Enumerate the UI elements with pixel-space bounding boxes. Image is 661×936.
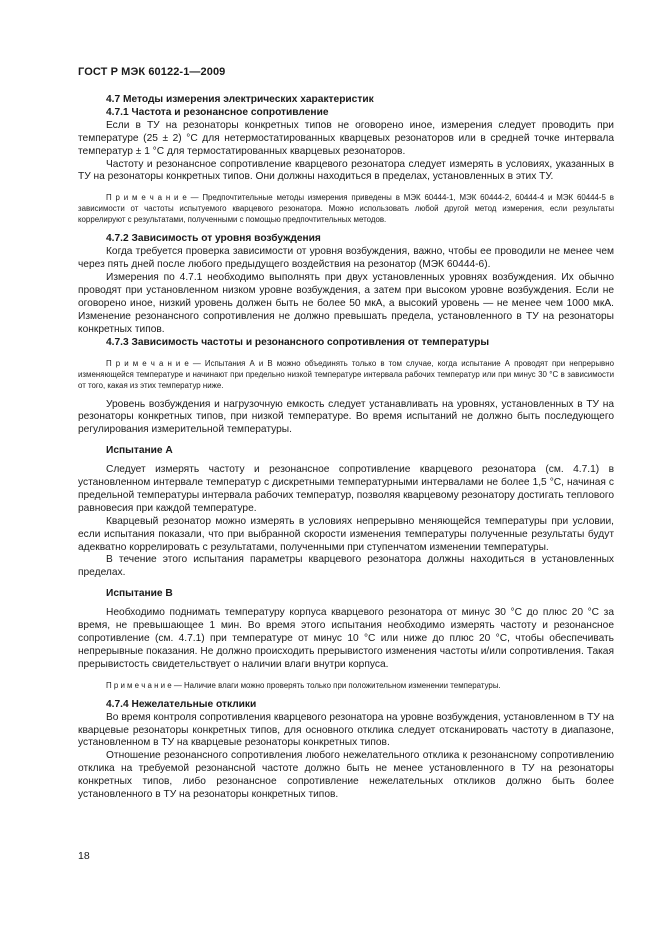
section-heading-4-7-3: 4.7.3 Зависимость частоты и резонансного сопротивления от температуры [106,336,490,348]
paragraph: Необходимо поднимать температуру корпуса кварцевого резонатора от минус 30 °С до плюс 20 °С за время, не превышающее 1 мин. Во время этого испытания необходимо измерять частоту и резонансное сопротивление (см. 4.7.1) при температуре от минус 10 °С или ниже до плюс 20 °С, чтобы обеспечивать непрерывные показания. Не должно происходить прерывистого изменения частоты и/или сопротивления. Такая прерывистость свидетельствует о наличии влаги внутри корпуса. [78,607,614,670]
paragraph: В течение этого испытания параметры кварцевого резонатора должны находиться в установленных пределах. [78,554,614,579]
page-number: 18 [78,850,90,862]
note: П р и м е ч а н и е — Предпочтительные методы измерения приведены в МЭК 60444-1, МЭК 60444-2, 60444-4 и МЭК 60444-5 в зависимости от частоты испытуемого кварцевого резонатора. Можно использовать любой другой метод измерения, если результаты коррелируют с результатами, полученными с помощью предпочтительных методов. [78,193,614,225]
paragraph: Частоту и резонансное сопротивление кварцевого резонатора следует измерять в условиях, указанных в ТУ на резонаторы конкретных типов. Они должны находиться в пределах, установленных в этих ТУ. [78,158,614,183]
paragraph: Если в ТУ на резонаторы конкретных типов не оговорено иное, измерения следует проводить при температуре (25 ± 2) °С для нетермостатированных кварцевых резонаторов или в средней точке интервала температур ± 1 °С для термостатированных кварцевых резонаторов. [78,119,614,157]
note: П р и м е ч а н и е — Наличие влаги можно проверять только при положительном изменении температуры. [106,680,501,690]
paragraph: Уровень возбуждения и нагрузочную емкость следует устанавливать на уровнях, установленных в ТУ на резонаторы конкретных типов, при низкой температуре. Во время испытаний не должно быть последующего регулирования измерительной температуры. [78,398,614,436]
paragraph: Кварцевый резонатор можно измерять в условиях непрерывно меняющейся температуры при условии, если испытания показали, что при выбранной скорости изменения температуры полученные результаты будут адекватно коррелировать с результатами, полученными при ступенчатом изменении температуры. [78,515,614,553]
section-heading-4-7-4: 4.7.4 Нежелательные отклики [106,698,257,710]
test-a-heading: Испытание А [106,445,173,457]
document-body [78,94,614,802]
document-header: ГОСТ Р МЭК 60122-1—2009 [78,66,226,78]
paragraph: Измерения по 4.7.1 необходимо выполнять при двух установленных уровнях возбуждения. Их обычно проводят при установленном низком уровне возбуждения, а затем при высоком уровне возбуждения. Если не оговорено иное, низкий уровень должен быть не более 50 мкА, а высокий уровень — не менее чем 1000 мкА. Изменение резонансного сопротивления не должно превышать предела, установленного в ТУ на резонаторы конкретных типов. [78,272,614,335]
paragraph: Следует измерять частоту и резонансное сопротивление кварцевого резонатора (см. 4.7.1) в установленном интервале температур с дискретными температурными интервалами не более 1,5 °С, начиная с предельной температуры интервала рабочих температур, позволяя кварцевому резонатору достигать теплового равновесия при каждой температуре. [78,464,615,514]
test-b-heading: Испытание В [106,588,173,600]
paragraph: Во время контроля сопротивления кварцевого резонатора на уровне возбуждения, установленном в ТУ на кварцевые резонаторы конкретных типов, для основного отклика следует отсканировать частоту в диапазоне, установленном в ТУ на кварцевые резонаторы конкретных типов. [78,711,614,749]
paragraph: Когда требуется проверка зависимости от уровня возбуждения, важно, чтобы ее проводили не менее чем через пять дней после любого предыдущего воздействия на резонатор (МЭК 60444-6). [78,246,614,271]
section-heading-4-7-1: 4.7.1 Частота и резонансное сопротивление [106,106,329,118]
paragraph: Отношение резонансного сопротивления любого нежелательного отклика к резонансному сопротивлению отклика на требуемой резонансной частоте должно быть не менее установленного в ТУ на резонаторы конкретных типов, либо резонансное сопротивление нежелательных откликов должно быть более установленного в ТУ на резонаторы конкретных типов. [78,750,614,801]
note: П р и м е ч а н и е — Испытания А и В можно объединять только в том случае, когда испытание А проводят при непрерывно изменяющейся температуре и начинают при предельно низкой температуре интервала рабочих температур или при минус 30 °С в зависимости от того, какая из этих температур ниже. [78,358,614,390]
section-heading-4-7-2: 4.7.2 Зависимость от уровня возбуждения [106,233,321,245]
section-heading-4-7: 4.7 Методы измерения электрических характеристик [106,94,374,105]
